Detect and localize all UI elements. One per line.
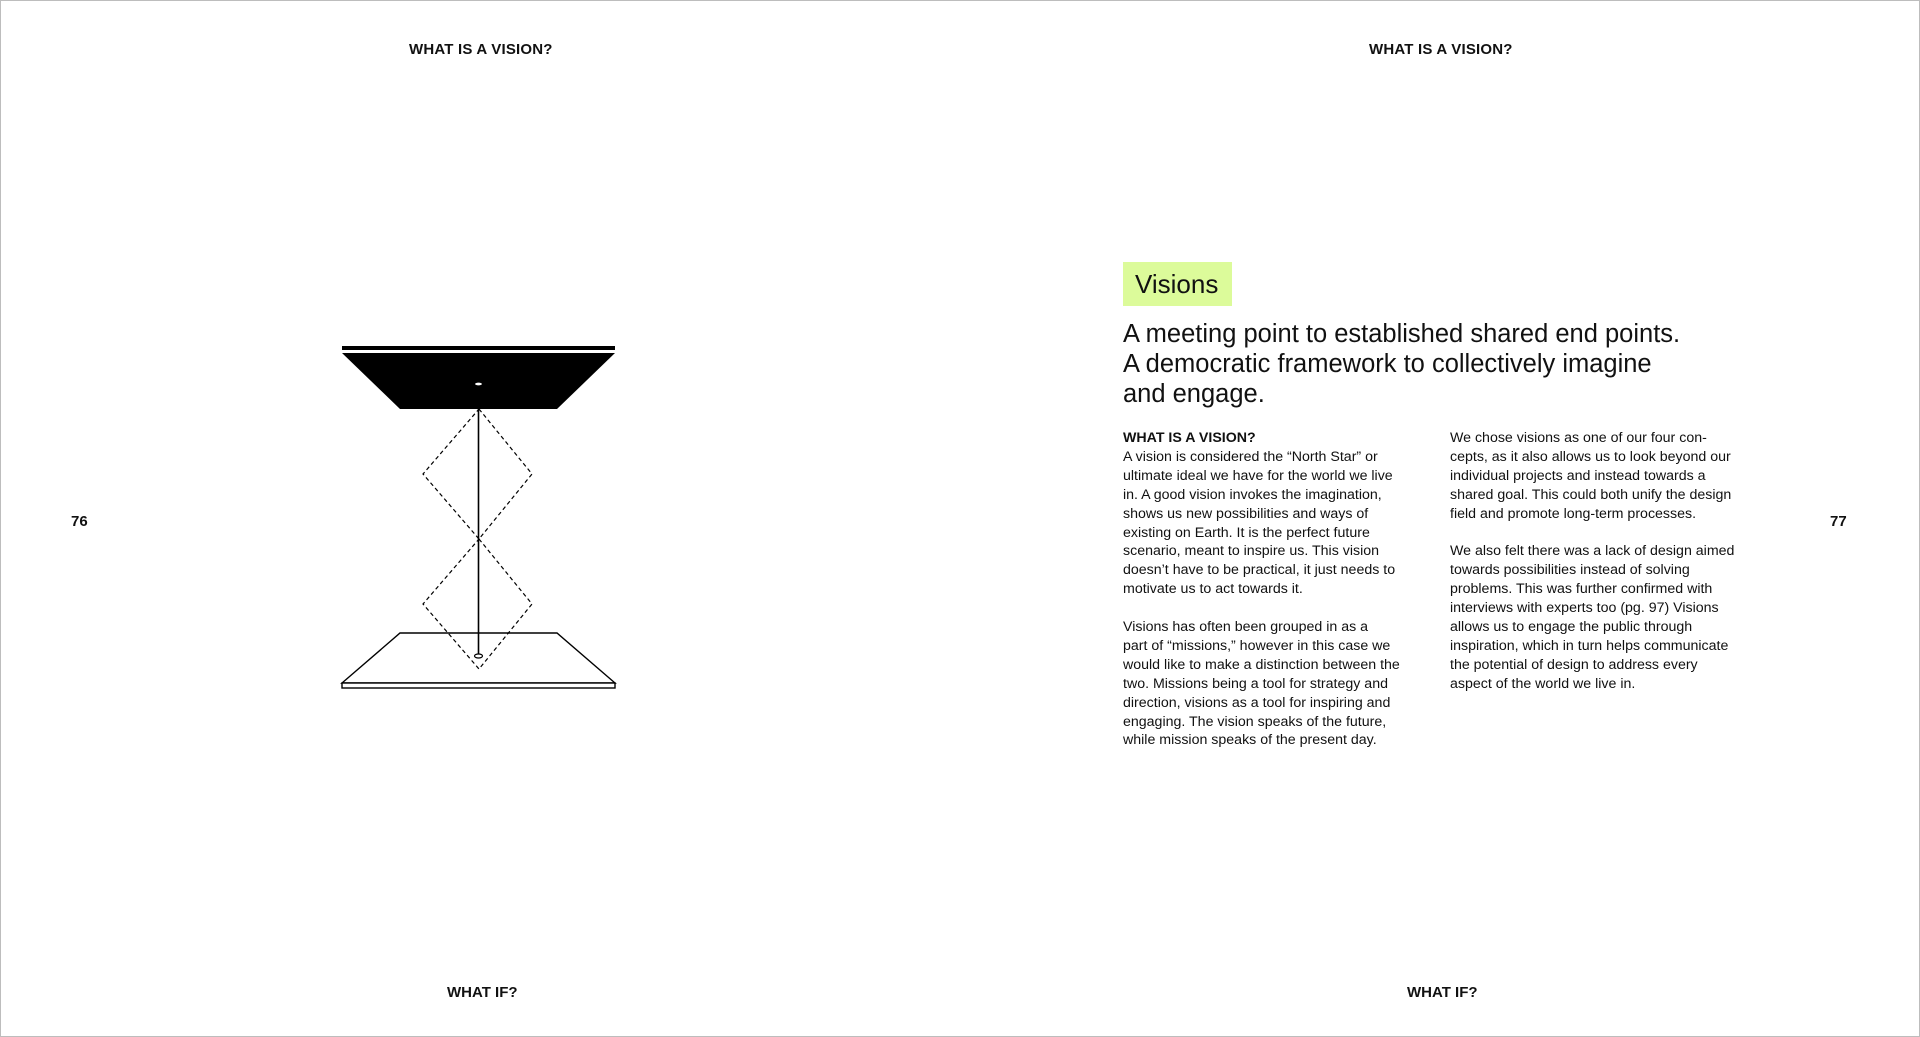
text-line: field and promote long-term processes. bbox=[1450, 505, 1697, 522]
paragraph bbox=[1450, 429, 1780, 524]
running-foot-right: WHAT IF? bbox=[1407, 984, 1478, 1001]
running-foot-left: WHAT IF? bbox=[447, 984, 518, 1001]
page-number-right: 77 bbox=[1830, 513, 1847, 530]
text-line: aspect of the world we live in. bbox=[1450, 675, 1636, 692]
headline-line: and engage. bbox=[1123, 380, 1265, 408]
text-line: ultimate ideal we have for the world we live bbox=[1123, 467, 1393, 484]
text-line: doesn’t have to be practical, it just needs to bbox=[1123, 562, 1396, 579]
text-line: cepts, as it also allows us to look beyond our bbox=[1450, 448, 1731, 465]
paragraph bbox=[1123, 618, 1443, 750]
body-column-2 bbox=[1450, 429, 1780, 694]
text-line: shared goal. This could both unify the design bbox=[1450, 486, 1732, 503]
paragraph-gap bbox=[1450, 524, 1780, 543]
text-line: while mission speaks of the present day. bbox=[1123, 732, 1377, 749]
top-slab-edge bbox=[342, 346, 615, 350]
text-line: shows us new possibilities and ways of bbox=[1123, 505, 1369, 522]
text-line: towards possibilities instead of solving bbox=[1450, 562, 1690, 579]
running-head-left: WHAT IS A VISION? bbox=[409, 41, 553, 58]
text-line: existing on Earth. It is the perfect future bbox=[1123, 524, 1370, 541]
text-line: direction, visions as a tool for inspiring and bbox=[1123, 694, 1391, 711]
text-line: A vision is considered the “North Star” or bbox=[1123, 448, 1378, 465]
text-line: in. A good vision invokes the imagination, bbox=[1123, 486, 1382, 503]
hourglass-vision-diagram-icon bbox=[331, 331, 631, 701]
running-head-right: WHAT IS A VISION? bbox=[1369, 41, 1513, 58]
text-line: individual projects and instead towards a bbox=[1450, 467, 1706, 484]
section-tag: Visions bbox=[1123, 262, 1232, 306]
text-line: Visions has often been grouped in as a bbox=[1123, 619, 1369, 636]
text-line: would like to make a distinction between the bbox=[1123, 656, 1400, 673]
text-line: We chose visions as one of our four con- bbox=[1450, 430, 1707, 446]
text-line: part of “missions,” however in this case we bbox=[1123, 637, 1391, 654]
headline-line: A democratic framework to collectively imagine bbox=[1123, 350, 1652, 378]
body-column-1 bbox=[1123, 429, 1443, 750]
rod-bottom-end bbox=[475, 654, 483, 658]
left-page bbox=[1, 1, 960, 1036]
page-number-left: 76 bbox=[71, 513, 88, 530]
headline bbox=[1123, 319, 1763, 409]
text-line: the potential of design to address every bbox=[1450, 656, 1698, 673]
paragraph-gap bbox=[1123, 599, 1443, 618]
text-line: problems. This was further confirmed with bbox=[1450, 581, 1713, 598]
text-line: allows us to engage the public through bbox=[1450, 619, 1693, 636]
text-line: two. Missions being a tool for strategy and bbox=[1123, 675, 1388, 692]
text-line: inspiration, which in turn helps communicate bbox=[1450, 637, 1729, 654]
paragraph bbox=[1123, 448, 1443, 599]
upper-dashed-diamond bbox=[423, 409, 532, 539]
headline-line: A meeting point to established shared end points. bbox=[1123, 320, 1681, 348]
text-line: motivate us to act towards it. bbox=[1123, 581, 1303, 598]
rod-top-end bbox=[475, 382, 483, 386]
text-line: We also felt there was a lack of design aimed bbox=[1450, 543, 1735, 560]
text-line: engaging. The vision speaks of the future, bbox=[1123, 713, 1387, 730]
column-subheading: WHAT IS A VISION? bbox=[1123, 430, 1256, 446]
lower-dashed-diamond bbox=[423, 539, 532, 669]
bottom-plate-edge bbox=[342, 683, 615, 688]
paragraph bbox=[1450, 542, 1780, 693]
text-line: scenario, meant to inspire us. This vision bbox=[1123, 543, 1380, 560]
text-line: interviews with experts too (pg. 97) Visions bbox=[1450, 600, 1719, 617]
